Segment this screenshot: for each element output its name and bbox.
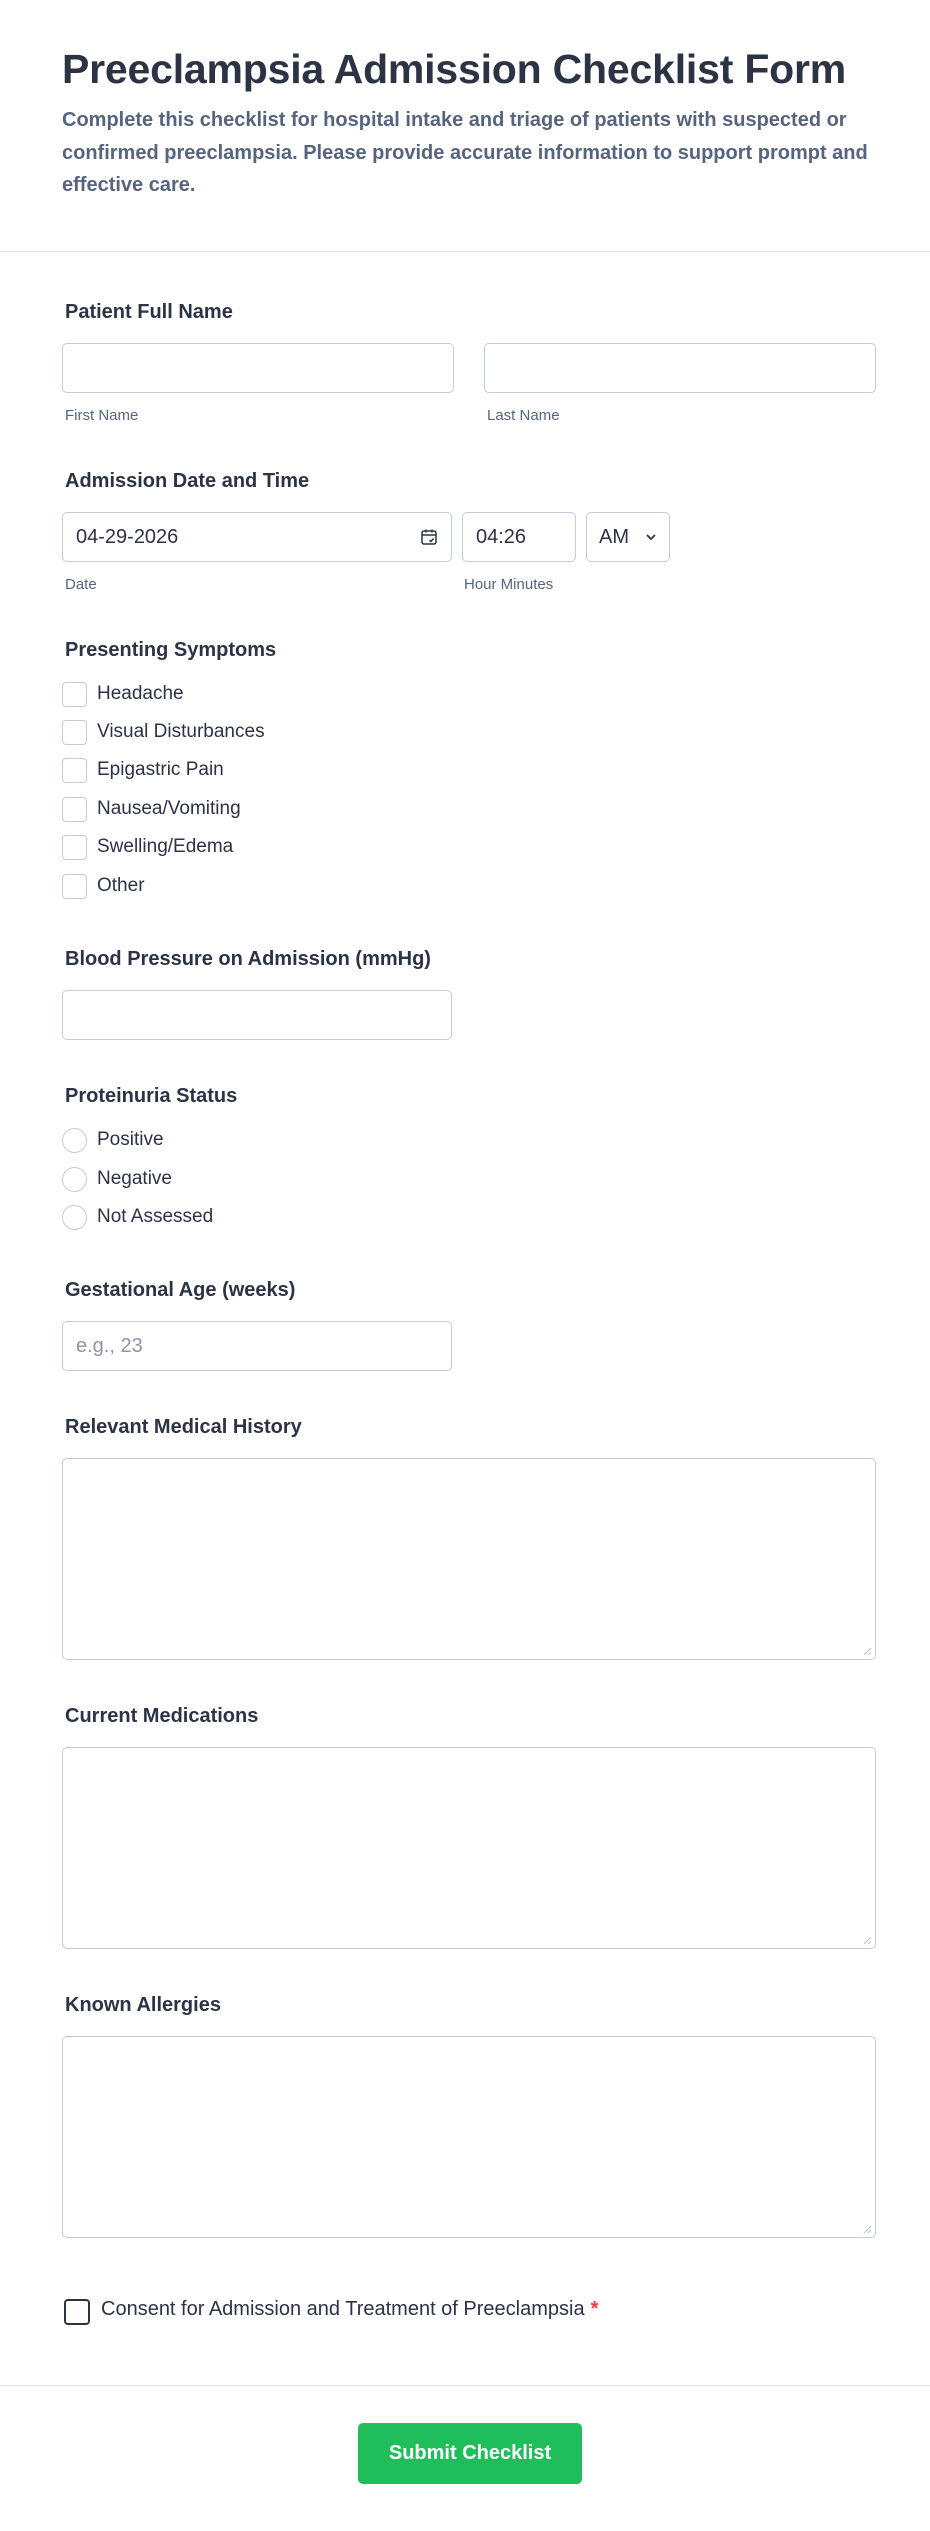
blood-pressure-label: Blood Pressure on Admission (mmHg) bbox=[65, 948, 431, 970]
symptom-option-label: Visual Disturbances bbox=[97, 721, 265, 742]
blood-pressure-input[interactable] bbox=[62, 990, 452, 1040]
footer-divider bbox=[0, 2385, 930, 2386]
proteinuria-option-not-assessed[interactable] bbox=[62, 1204, 213, 1230]
patient-name-label: Patient Full Name bbox=[65, 301, 233, 323]
symptom-option-label: Other bbox=[97, 875, 145, 896]
admission-time-sublabel: Hour Minutes bbox=[464, 576, 554, 593]
proteinuria-radio[interactable] bbox=[62, 1205, 87, 1230]
resize-grip-icon[interactable] bbox=[862, 1646, 872, 1656]
gestational-age-input[interactable] bbox=[62, 1321, 452, 1371]
admission-date-sublabel: Date bbox=[65, 576, 97, 593]
allergies-label: Known Allergies bbox=[65, 1994, 221, 2016]
symptom-option-visual-disturbances[interactable] bbox=[62, 719, 265, 745]
proteinuria-option-label: Positive bbox=[97, 1129, 164, 1150]
required-asterisk: * bbox=[590, 2298, 599, 2320]
allergies-textarea[interactable] bbox=[62, 2036, 876, 2238]
proteinuria-radio[interactable] bbox=[62, 1167, 87, 1192]
last-name-input[interactable] bbox=[484, 343, 876, 393]
medical-history-textarea[interactable] bbox=[62, 1458, 876, 1660]
proteinuria-option-label: Not Assessed bbox=[97, 1206, 214, 1227]
consent-label-text: Consent for Admission and Treatment of Preeclampsia bbox=[101, 2298, 585, 2320]
symptom-option-label: Nausea/Vomiting bbox=[97, 798, 241, 819]
consent-checkbox[interactable] bbox=[64, 2299, 90, 2325]
symptom-option-headache[interactable] bbox=[62, 681, 184, 707]
calendar-icon[interactable] bbox=[420, 528, 438, 546]
symptom-option-other[interactable] bbox=[62, 873, 145, 899]
admission-time-input[interactable]: 04:26 bbox=[462, 512, 576, 562]
symptom-option-label: Epigastric Pain bbox=[97, 759, 224, 780]
medications-textarea[interactable] bbox=[62, 1747, 876, 1949]
proteinuria-option-label: Negative bbox=[97, 1168, 172, 1189]
symptom-option-label: Headache bbox=[97, 683, 184, 704]
consent-label[interactable] bbox=[101, 2298, 598, 2321]
ampm-value: AM bbox=[599, 525, 629, 548]
chevron-down-icon bbox=[645, 531, 657, 543]
ampm-select[interactable] bbox=[586, 512, 670, 562]
first-name-input[interactable] bbox=[62, 343, 454, 393]
symptom-checkbox[interactable] bbox=[62, 720, 87, 745]
symptom-option-nausea-vomiting[interactable] bbox=[62, 796, 241, 822]
admission-date-value: 04-29-2026 bbox=[76, 525, 179, 548]
symptom-checkbox[interactable] bbox=[62, 797, 87, 822]
symptom-option-swelling-edema[interactable] bbox=[62, 834, 233, 860]
symptom-option-label: Swelling/Edema bbox=[97, 836, 234, 857]
symptom-option-epigastric-pain[interactable] bbox=[62, 757, 224, 783]
symptom-checkbox[interactable] bbox=[62, 835, 87, 860]
symptom-checkbox[interactable] bbox=[62, 758, 87, 783]
first-name-sublabel: First Name bbox=[65, 407, 139, 424]
admission-date-input[interactable] bbox=[62, 512, 452, 562]
symptom-checkbox[interactable] bbox=[62, 682, 87, 707]
form-description: Complete this checklist for hospital intake and triage of patients with suspected or confirmed preeclampsia. Please provide accurate information to support prompt and effective care. bbox=[62, 109, 868, 196]
symptoms-label: Presenting Symptoms bbox=[65, 639, 277, 661]
medications-label: Current Medications bbox=[65, 1705, 259, 1727]
gestational-age-placeholder: e.g., 23 bbox=[76, 1334, 143, 1357]
proteinuria-radio[interactable] bbox=[62, 1128, 87, 1153]
symptom-checkbox[interactable] bbox=[62, 874, 87, 899]
resize-grip-icon[interactable] bbox=[862, 2224, 872, 2234]
proteinuria-option-negative[interactable] bbox=[62, 1166, 172, 1192]
form-title: Preeclampsia Admission Checklist Form bbox=[62, 46, 847, 92]
submit-checklist-button[interactable]: Submit Checklist bbox=[358, 2423, 582, 2484]
medical-history-label: Relevant Medical History bbox=[65, 1416, 302, 1438]
form-header bbox=[0, 0, 930, 252]
admission-datetime-label: Admission Date and Time bbox=[65, 470, 310, 492]
proteinuria-option-positive[interactable] bbox=[62, 1127, 164, 1153]
last-name-sublabel: Last Name bbox=[487, 407, 560, 424]
resize-grip-icon[interactable] bbox=[862, 1935, 872, 1945]
proteinuria-label: Proteinuria Status bbox=[65, 1085, 238, 1107]
gestational-age-label: Gestational Age (weeks) bbox=[65, 1279, 296, 1301]
